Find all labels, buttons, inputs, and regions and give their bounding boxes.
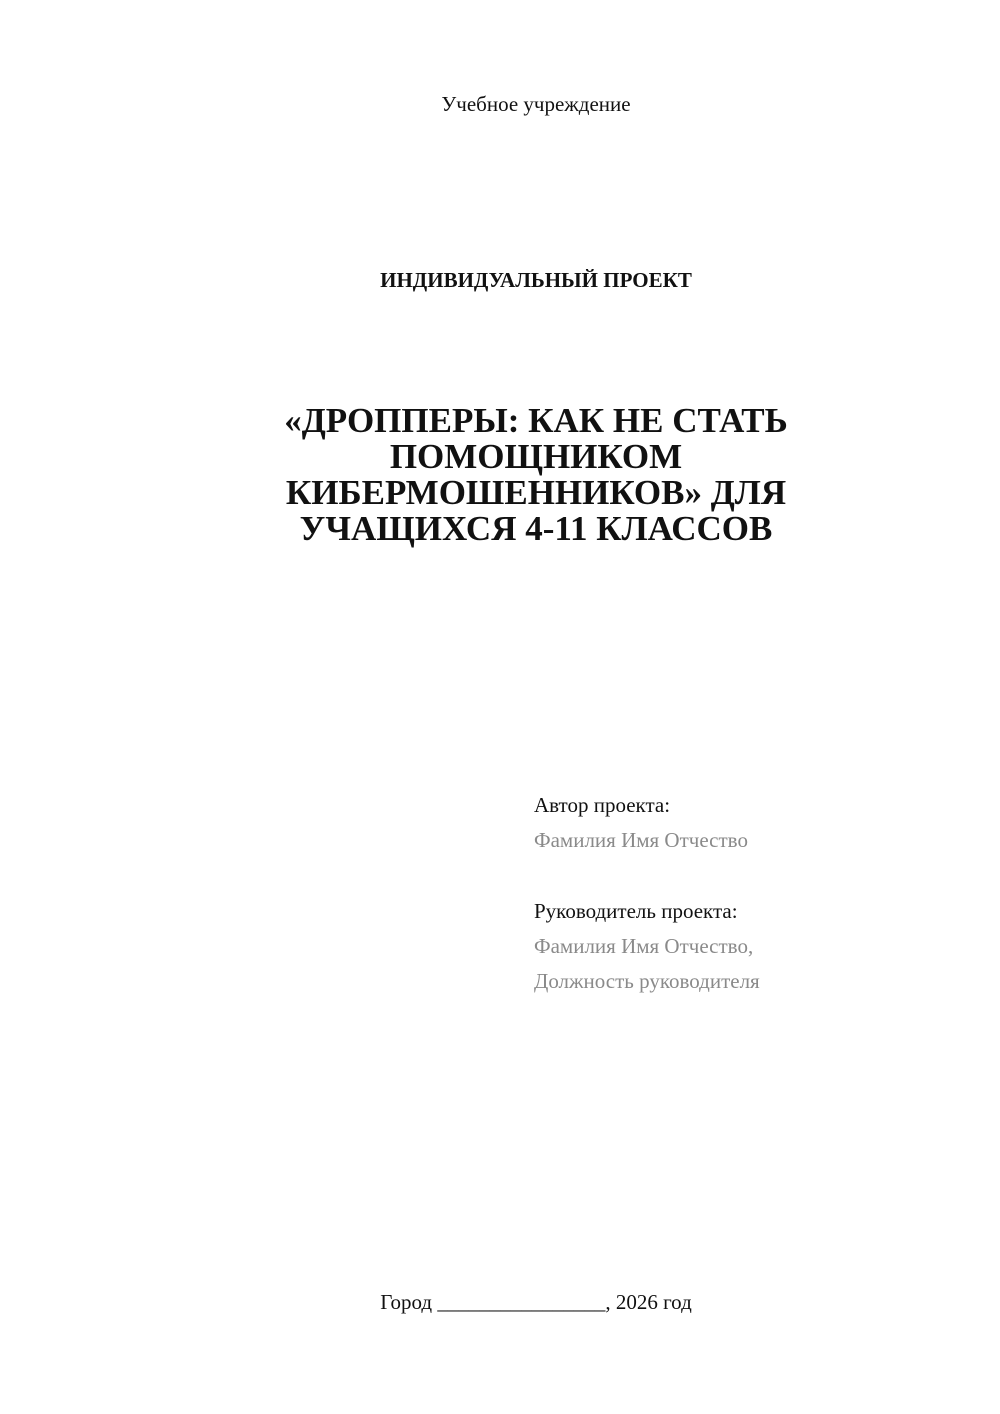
author-label: Автор проекта: <box>534 793 671 817</box>
authors-block <box>534 788 974 999</box>
supervisor-label: Руководитель проекта: <box>534 899 738 923</box>
title-line: «ДРОППЕРЫ: КАК НЕ СТАТЬ <box>284 401 788 440</box>
city-year-line: Город ________________, 2026 год <box>380 1290 692 1314</box>
institution-name: Учебное учреждение <box>441 92 631 116</box>
spacer <box>534 858 974 894</box>
title-line: УЧАЩИХСЯ 4-11 КЛАССОВ <box>299 509 773 548</box>
title-line: ПОМОЩНИКОМ <box>389 437 683 476</box>
author-name: Фамилия Имя Отчество <box>534 828 748 852</box>
supervisor-name: Фамилия Имя Отчество, <box>534 934 754 958</box>
document-type: ИНДИВИДУАЛЬНЫЙ ПРОЕКТ <box>380 268 692 292</box>
title-line: КИБЕРМОШЕННИКОВ» ДЛЯ <box>285 473 787 512</box>
supervisor-position: Должность руководителя <box>534 969 760 993</box>
project-title <box>250 403 822 547</box>
